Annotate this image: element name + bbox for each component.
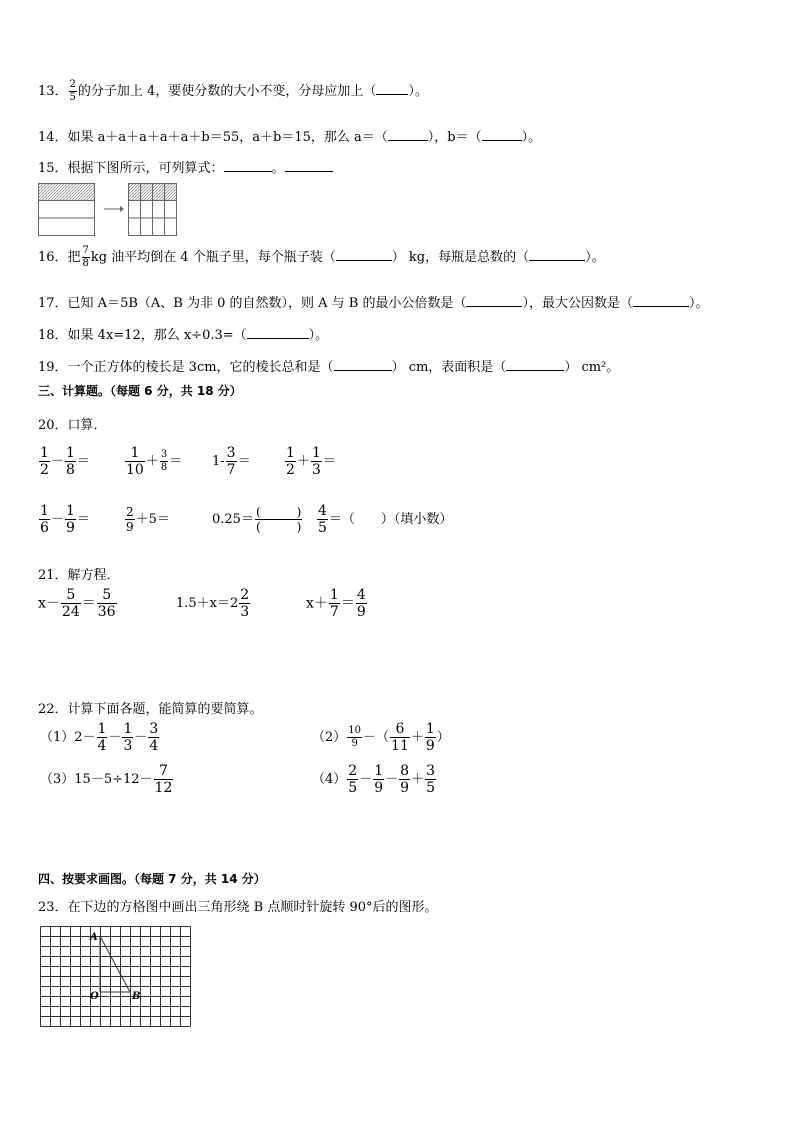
question-19: 19．一个正方体的棱长是 3cm，它的棱长总和是（ ） cm，表面积是（ ） cm²。 [38,360,620,375]
q20-expr-8: $\frac{4}{5}$ ＝（ ）（填小数） [318,503,453,536]
q16-answer-1[interactable] [336,260,392,261]
q23-triangle [100,936,130,992]
question-23: 23．在下边的方格图中画出三角形绕 B 点顺时针旋转 90°后的图形。 [38,900,438,915]
q23-label-o: O [90,991,99,1002]
q16-answer-2[interactable] [529,260,585,261]
q19-answer-edge-sum[interactable] [334,370,392,371]
question-17: 17．已知 A＝5B（A、B 为非 0 的自然数），则 A 与 B 的最小公倍数是（ ），最大公因数是（ ）。 [38,296,709,311]
q15-figure [38,183,178,237]
q15-answer-blank-2[interactable] [285,171,333,172]
q15-arrow-icon [104,206,124,212]
q15-left-rectangle [39,184,95,236]
q17-text: 17．已知 A＝5B（A、B 为非 0 的自然数），则 A 与 B 的最小公倍数是（ [38,296,467,311]
q14-answer-b[interactable] [482,140,522,141]
q14-answer-a[interactable] [388,140,428,141]
q22-problem-4: （4） $\frac{2}{5}$ － $\frac{1}{9}$ － $\frac{8}{9}$ ＋ $\frac{3}{5}$ [312,763,436,796]
q19-text: 19．一个正方体的棱长是 3cm，它的棱长总和是（ [38,360,334,375]
q21-equation-2: 1.5＋x＝2 $\frac{2}{3}$ [176,587,250,620]
section-3-heading: 三、计算题。（每题 6 分，共 18 分） [38,384,242,398]
q22-problem-3: （3）15－5÷12－ $\frac{7}{12}$ [40,763,173,796]
q21-title: 21．解方程． [38,568,120,583]
q16-text: kg 油平均倒在 4 个瓶子里，每个瓶子装（ [90,250,336,265]
q23-grid-lines [41,927,191,1027]
q20-expr-6: $\frac{2}{9}$ ＋5＝ [126,505,170,534]
question-15: 15．根据下图所示，可列算式： 。 [38,157,333,176]
q23-label-a: A [90,932,98,943]
q20-expr-5: $\frac{1}{6}$ － $\frac{1}{9}$ ＝ [40,503,90,536]
q13-fraction: $\frac{2}{5}$ [69,79,76,103]
q20-expr-7-answer[interactable]: $\frac{( )}{( )}$ [255,505,302,534]
q20-expr-3: 1- $\frac{3}{7}$ ＝ [212,445,251,478]
q22-problem-1: （1）2－ $\frac{1}{4}$ － $\frac{1}{3}$ － $\frac{3}{4}$ [40,721,159,754]
section-4-heading: 四、按要求画图。（每题 7 分，共 14 分） [38,872,266,886]
q15-right-rectangle [129,184,177,236]
q20-title: 20．口算． [38,418,107,433]
q20-expr-2: $\frac{1}{10}$ ＋ $\frac{3}{8}$ ＝ [126,445,183,478]
q19-answer-surface-area[interactable] [506,370,564,371]
q20-expr-7: 0.25＝ $\frac{( )}{( )}$ [212,505,302,534]
q17-answer-gcd[interactable] [633,306,689,307]
q22-problem-2: （2） $\frac{10}{9}$ －（ $\frac{6}{11}$ ＋ $\frac{1}{9}$ ） [312,721,450,754]
q20-expr-4: $\frac{1}{2}$ ＋ $\frac{1}{3}$ ＝ [286,445,336,478]
q21-equation-3: x＋ $\frac{1}{7}$ ＝ $\frac{4}{9}$ [306,587,366,620]
q16-fraction: $\frac{7}{8}$ [82,245,89,269]
q15-text: 15．根据下图所示，可列算式： [38,161,224,176]
q23-grid[interactable] [40,926,194,1036]
q23-label-b: B [132,991,141,1002]
question-18: 18．如果 4x=12，那么 x÷0.3=（ ）。 [38,328,329,343]
question-13: 13． $\frac{2}{5}$ 的分子加上 4，要使分数的大小不变，分母应加上（ ）。 [38,79,428,103]
q14-text: 14．如果 a＋a＋a＋a＋a＋b＝55，a＋b＝15，那么 a＝（ [38,130,388,145]
q15-answer-blank-1[interactable] [224,171,272,172]
q17-answer-lcm[interactable] [466,306,522,307]
q13-answer-blank[interactable] [376,94,408,95]
q13-text: 的分子加上 4，要使分数的大小不变，分母应加上（ [77,84,377,99]
q18-text: 18．如果 4x=12，那么 x÷0.3=（ [38,328,247,343]
question-14: 14．如果 a＋a＋a＋a＋a＋b＝55，a＋b＝15，那么 a＝（ ），b＝（ ）。 [38,130,542,145]
q18-answer[interactable] [247,338,309,339]
q21-equation-1: x－ $\frac{5}{24}$ ＝ $\frac{5}{36}$ [38,587,116,620]
q22-title: 22．计算下面各题，能简算的要简算。 [38,702,263,717]
question-16: 16．把 $\frac{7}{8}$ kg 油平均倒在 4 个瓶子里，每个瓶子装（ ） kg，每瓶是总数的（ ）。 [38,245,605,269]
q20-expr-1: $\frac{1}{2}$ － $\frac{1}{8}$ ＝ [40,445,90,478]
q13-number: 13． [38,84,68,99]
